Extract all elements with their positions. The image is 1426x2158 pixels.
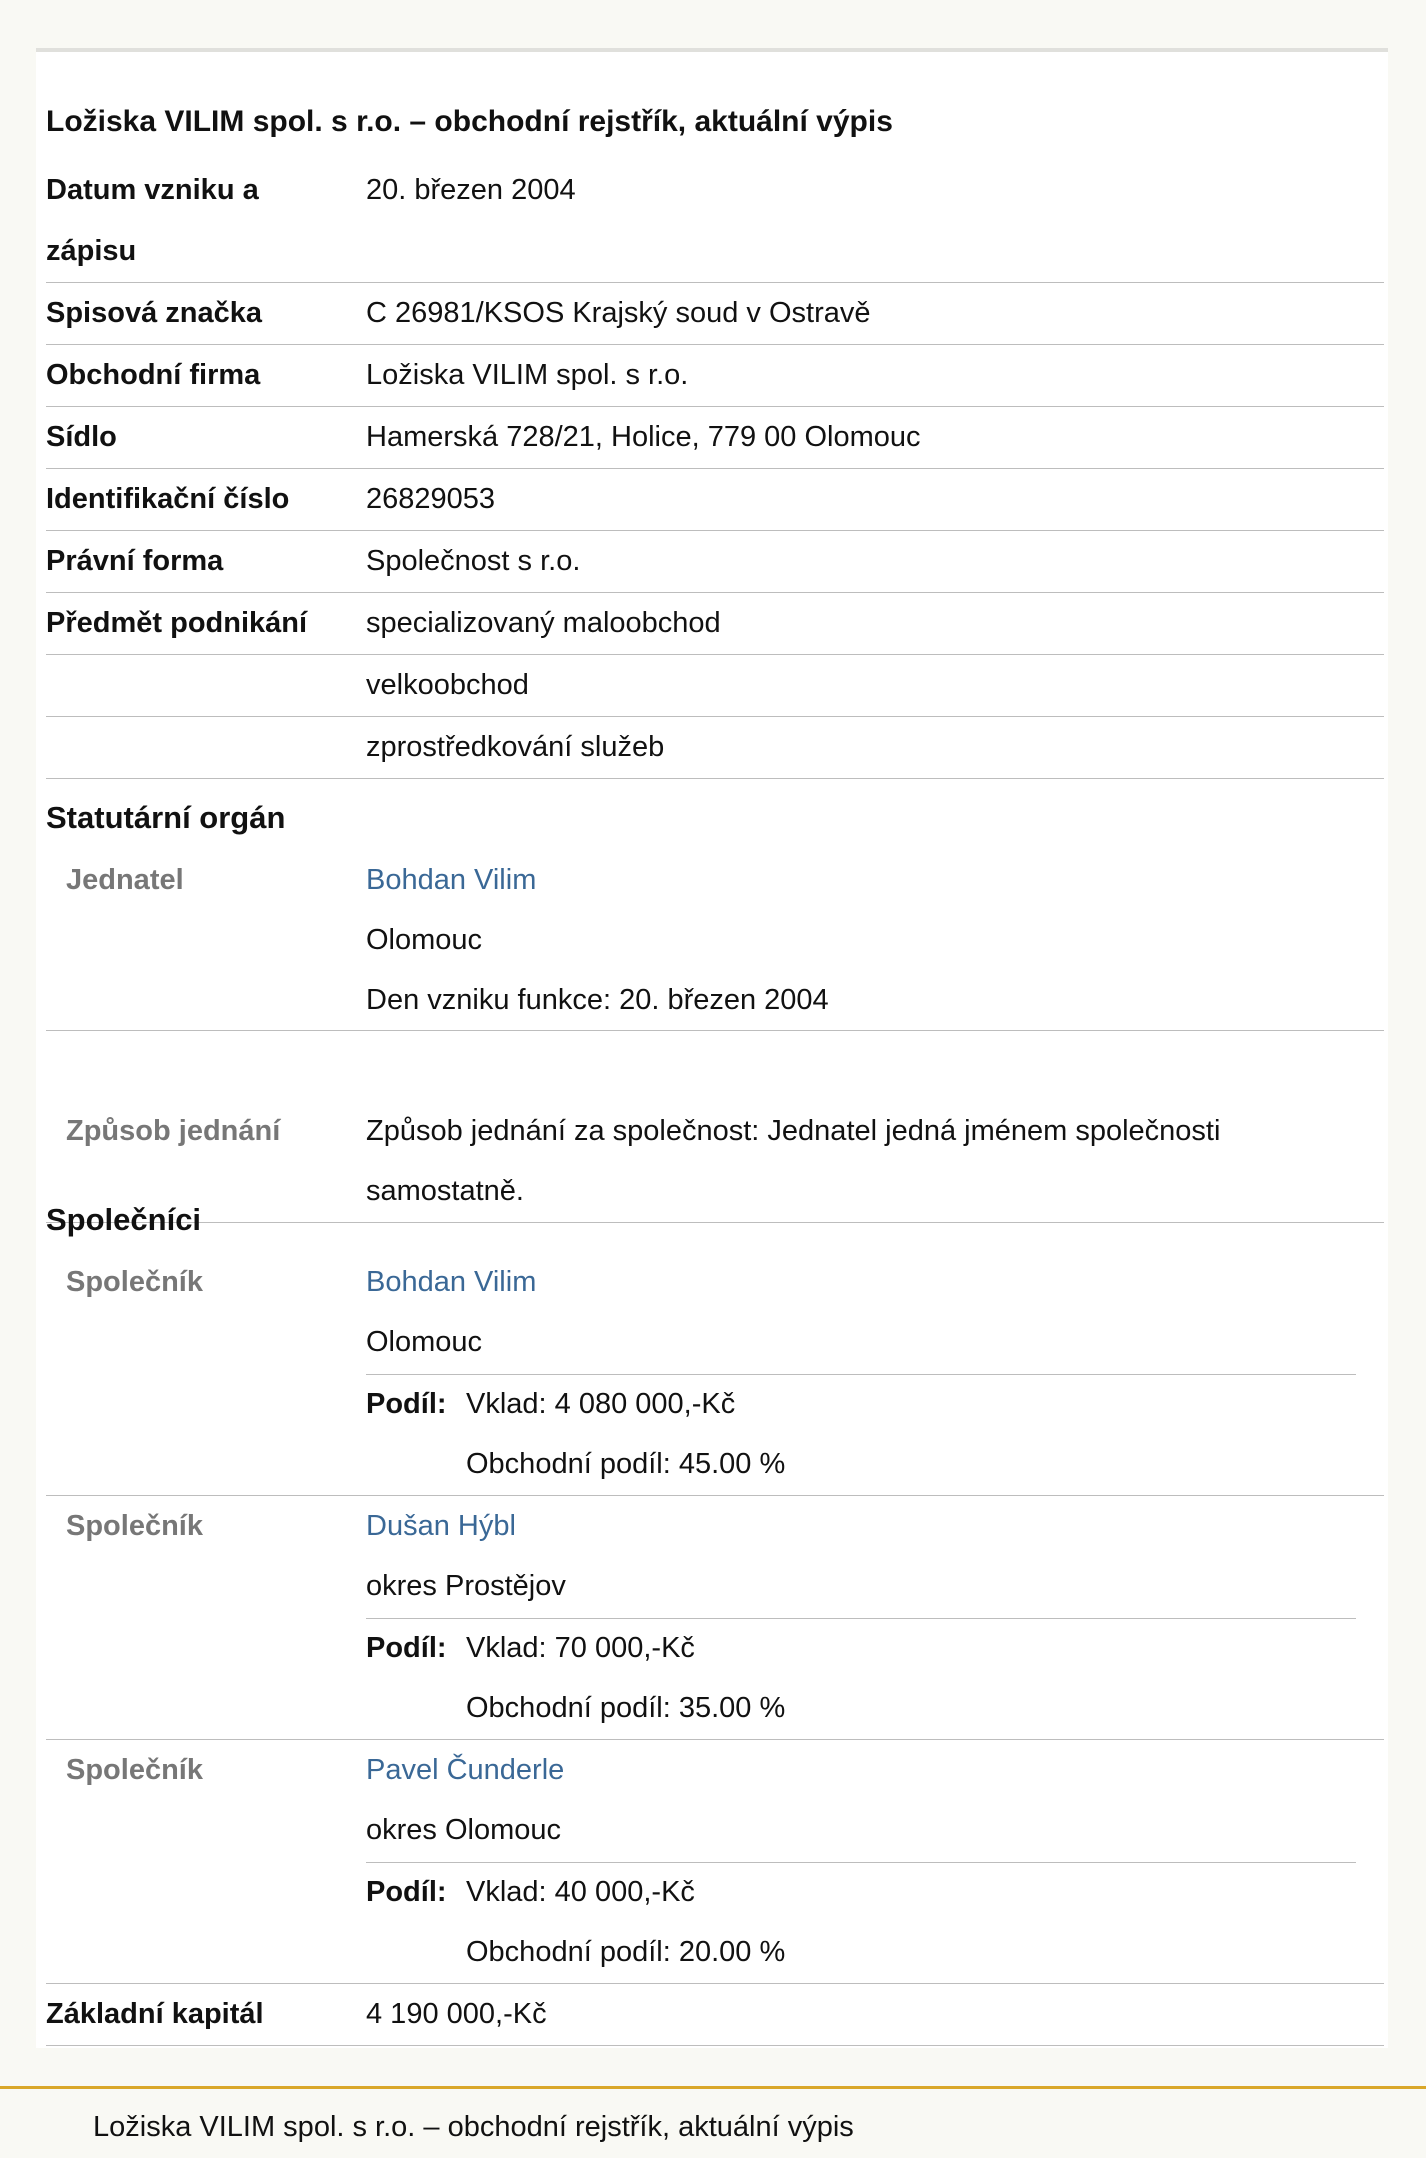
row-label: Předmět podnikání <box>46 607 308 639</box>
row-value: C 26981/KSOS Krajský soud v Ostravě <box>366 297 871 329</box>
row-value: 4 190 000,-Kč <box>366 1998 547 2030</box>
share-percent: Obchodní podíl: 45.00 % <box>466 1448 786 1480</box>
share-deposit: Vklad: 4 080 000,-Kč <box>466 1388 736 1420</box>
person-since: Den vzniku funkce: 20. březen 2004 <box>366 984 829 1016</box>
row-label: Jednatel <box>66 864 184 896</box>
share-label: Podíl: <box>366 1388 447 1420</box>
person-city: Olomouc <box>366 924 483 956</box>
section-heading-partners: Společníci <box>46 1202 202 1237</box>
row-label: Datum vzniku a zápisu <box>46 174 259 267</box>
row-datum-vzniku <box>46 160 1384 283</box>
row-label: Společník <box>66 1266 203 1298</box>
person-link-partner-2[interactable]: Dušan Hýbl <box>366 1510 516 1542</box>
row-label: Základní kapitál <box>46 1998 264 2030</box>
share-label: Podíl: <box>366 1632 447 1664</box>
partner-place: okres Prostějov <box>366 1570 566 1602</box>
row-value: specializovaný maloobchod <box>366 607 721 639</box>
row-value: Hamerská 728/21, Holice, 779 00 Olomouc <box>366 421 921 453</box>
page-title: Ložiska VILIM spol. s r.o. – obchodní rejstřík, aktuální výpis <box>46 105 893 138</box>
share-label: Podíl: <box>366 1876 447 1908</box>
row-partner-2 <box>46 1496 1384 1740</box>
person-link-jednatel[interactable]: Bohdan Vilim <box>366 864 537 896</box>
row-label: Spisová značka <box>46 297 262 329</box>
row-value: 20. březen 2004 <box>366 174 576 206</box>
zpusob-line-1: Způsob jednání za společnost: Jednatel jedná jménem společnosti <box>366 1115 1221 1147</box>
row-predmet-podnikani-2 <box>46 655 1384 717</box>
row-partner-1 <box>46 1252 1384 1496</box>
row-jednatel <box>46 850 1384 1031</box>
row-partner-3 <box>46 1740 1384 1984</box>
person-link-partner-3[interactable]: Pavel Čunderle <box>366 1754 565 1786</box>
row-label: Způsob jednání <box>66 1115 281 1147</box>
row-predmet-podnikani <box>46 593 1384 655</box>
row-label: Společník <box>66 1510 203 1542</box>
partner-place: Olomouc <box>366 1326 483 1358</box>
row-zakladni-kapital <box>46 1984 1384 2046</box>
person-link-partner-1[interactable]: Bohdan Vilim <box>366 1266 537 1298</box>
row-value: zprostředkování služeb <box>366 731 665 763</box>
footer-title: Ložiska VILIM spol. s r.o. – obchodní rejstřík, aktuální výpis <box>93 2111 854 2143</box>
share-percent: Obchodní podíl: 20.00 % <box>466 1936 786 1968</box>
share-percent: Obchodní podíl: 35.00 % <box>466 1692 786 1724</box>
share-deposit: Vklad: 70 000,-Kč <box>466 1632 695 1664</box>
row-value: velkoobchod <box>366 669 529 701</box>
row-predmet-podnikani-3 <box>46 717 1384 779</box>
row-value: 26829053 <box>366 483 496 515</box>
zpusob-line-2: samostatně. <box>366 1175 524 1207</box>
row-value: Společnost s r.o. <box>366 545 581 577</box>
row-identifikacni-cislo <box>46 469 1384 531</box>
row-value: Ložiska VILIM spol. s r.o. <box>366 359 689 391</box>
row-spisova-znacka <box>46 283 1384 345</box>
row-label: Právní forma <box>46 545 224 577</box>
row-label: Identifikační číslo <box>46 483 290 515</box>
section-heading-statutory: Statutární orgán <box>46 800 286 835</box>
row-label: Společník <box>66 1754 203 1786</box>
row-pravni-forma <box>46 531 1384 593</box>
register-extract-panel <box>36 48 1388 2048</box>
row-sidlo <box>46 407 1384 469</box>
row-obchodni-firma <box>46 345 1384 407</box>
share-deposit: Vklad: 40 000,-Kč <box>466 1876 695 1908</box>
row-zpusob-jednani <box>46 1101 1384 1223</box>
partner-place: okres Olomouc <box>366 1814 562 1846</box>
row-label: Obchodní firma <box>46 359 261 391</box>
row-label: Sídlo <box>46 421 117 453</box>
page-footer <box>0 2086 1426 2158</box>
